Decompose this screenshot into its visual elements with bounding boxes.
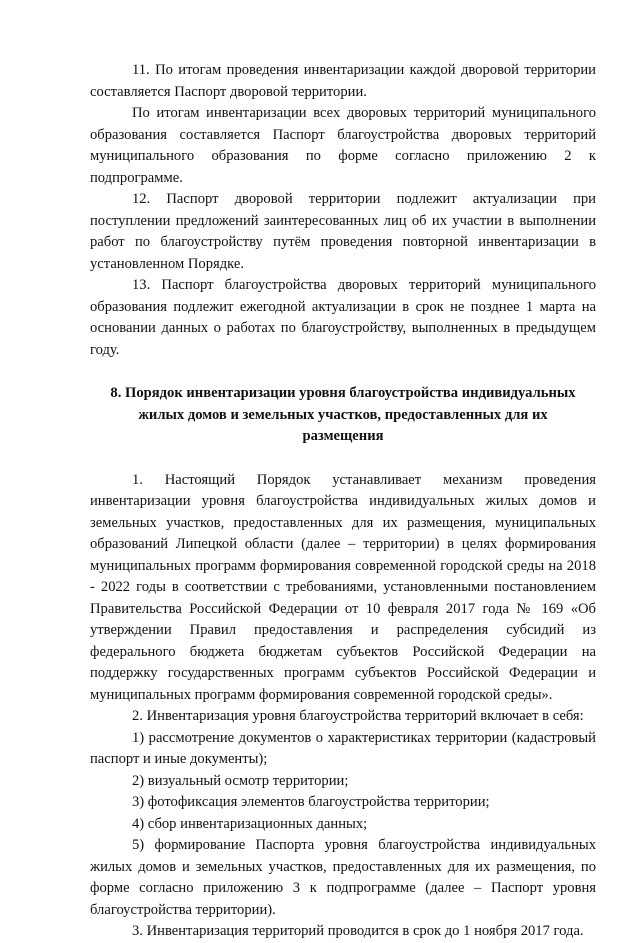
paragraph-13: 13. Паспорт благоустройства дворовых территорий муниципального образования подлежит ежегодной актуализации в срок не позднее 1 марта на основании данных о работах по благоустройству, выполненных в предыдущем году. [90, 277, 596, 358]
list-item-2: 2) визуальный осмотр территории; [132, 772, 349, 789]
section-heading: 8. Порядок инвентаризации уровня благоустройства индивидуальных жилых домов и земельных участков, предоставленных для их размещения [110, 385, 576, 444]
list-item-1: 1) рассмотрение документов о характеристиках территории (кадастровый паспорт и иные документы); [90, 729, 596, 767]
list-item-5: 5) формирование Паспорта уровня благоустройства индивидуальных жилых домов и земельных участков, предоставленных для их размещения, по форме согласно приложению 3 к подпрограмме (далее – Паспорт уровня благоустройства территории). [90, 837, 596, 918]
section-paragraph-3: 3. Инвентаризация территорий проводится в срок до 1 ноября 2017 года. [132, 923, 584, 939]
section-paragraph-2: 2. Инвентаризация уровня благоустройства территорий включает в себя: [132, 708, 584, 724]
paragraph-12: 12. Паспорт дворовой территории подлежит актуализации при поступлении предложений заинтересованных лиц об их участии в выполнении работ по благоустройству путём проведения повторной инвентаризации в установленном Порядке. [90, 191, 596, 272]
paragraph-inventory-summary: По итогам инвентаризации всех дворовых территорий муниципального образования составляется Паспорт благоустройства дворовых территорий муниципального образования по форме согласно приложению 2 к подпрограмме. [90, 105, 596, 186]
paragraph-11: 11. По итогам проведения инвентаризации каждой дворовой территории составляется Паспорт дворовой территории. [90, 62, 596, 100]
section-paragraph-1: 1. Настоящий Порядок устанавливает механизм проведения инвентаризации уровня благоустройства индивидуальных жилых домов и земельных участков, предоставленных для их размещения, муниципальных образований Липецкой области (далее – территории) в целях формирования муниципальных программ формирования современной городской среды на 2018 - 2022 годы в соответствии с требованиями, установленными постановлением Правительства Российской Федерации от 10 февраля 2017 года № 169 «Об утверждении Правил предоставления и распределения субсидий из федерального бюджета бюджетам субъектов Российской Федерации на поддержку государственных программ субъектов Российской Федерации и муниципальных программ формирования современной городской среды». [90, 471, 596, 703]
list-item-3: 3) фотофиксация элементов благоустройства территории; [132, 794, 490, 810]
list-item-4: 4) сбор инвентаризационных данных; [132, 815, 368, 832]
